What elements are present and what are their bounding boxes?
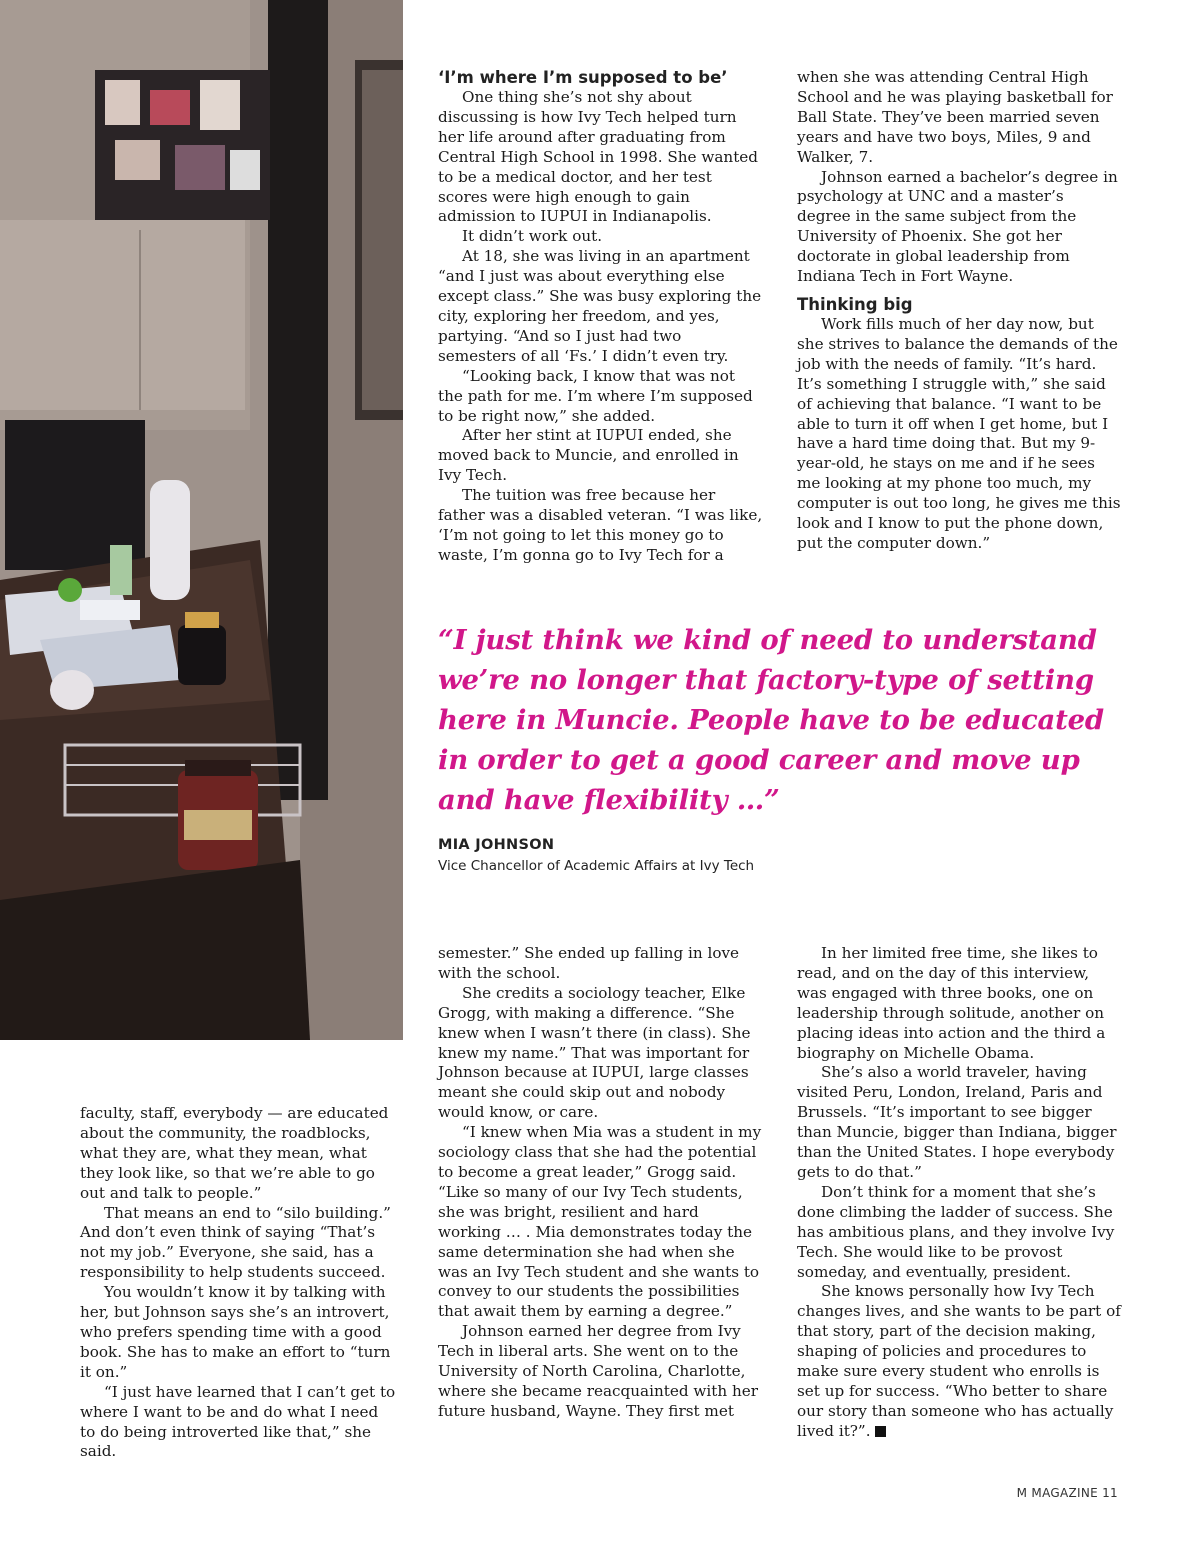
body-paragraph: The tuition was free because her father was a disabled veteran. “I was like, ‘I’m not going to let this money go to waste, I’m gonna go to Ivy Tech for a	[438, 486, 763, 564]
final-paragraph-text: She knows personally how Ivy Tech changes lives, and she wants to be part of that story, part of the decision making, shaping of policies and procedures to make sure every student who enrolls is set up for success. “Who better to share our story than someone who has actually lived it?”.	[797, 1282, 1121, 1440]
article-column-1	[438, 68, 763, 566]
body-paragraph: You wouldn’t know it by talking with her, but Johnson says she’s an introvert, who prefers spending time with a good book. She has to make an effort to “turn it on.”	[80, 1283, 391, 1381]
body-paragraph: She’s also a world traveler, having visited Peru, London, Ireland, Paris and Brussels. “It’s important to see bigger than Muncie, bigger than Indiana, bigger than the United States. I hope everybody gets to do that.”	[797, 1063, 1117, 1181]
end-of-story-mark	[875, 1426, 886, 1437]
article-column-5	[797, 944, 1122, 1442]
section-heading-thinking-big: Thinking big	[797, 294, 913, 314]
body-paragraph: One thing she’s not shy about discussing is how Ivy Tech helped turn her life around after graduating from Central High School in 1998. She wanted to be a medical doctor, and her test scores were high enough to gain admission to IUPUI in Indianapolis.	[438, 88, 759, 226]
article-column-3	[80, 1104, 398, 1462]
body-paragraph: After her stint at IUPUI ended, she moved back to Muncie, and enrolled in Ivy Tech.	[438, 426, 739, 485]
page-folio: M MAGAZINE 11	[1016, 1486, 1118, 1500]
article-column-4	[438, 944, 763, 1422]
pull-quote: “I just think we kind of need to understand we’re no longer that factory-type of setting here in Muncie. People have to be educated in order to get a good career and move up and have flexibility …”	[438, 624, 1104, 816]
body-paragraph: In her limited free time, she likes to read, and on the day of this interview, was engaged with three books, one on leadership through solitude, another on placing ideas into action and the third a biography on Michelle Obama.	[797, 944, 1106, 1062]
office-desk-illustration	[0, 0, 403, 1040]
section-heading-supposed-to-be: ‘I’m where I’m supposed to be’	[438, 68, 728, 87]
pull-quote-attribution-name: MIA JOHNSON	[438, 837, 555, 853]
body-paragraph: faculty, staff, everybody — are educated about the community, the roadblocks, what they are, what they mean, what they look like, so that we’re able to go out and talk to people.”	[80, 1104, 389, 1202]
office-desk-photo	[0, 0, 403, 1040]
body-paragraph: Work fills much of her day now, but she strives to balance the demands of the job with the needs of family. “It’s hard. It’s something I struggle with,” she said of achieving that balance. “I want to be able to turn it off when I get home, but I have a hard time doing that. But my 9-year-old, he stays on me and if he sees me looking at my phone too much, my computer is out too long, he gives me this look and I know to put the phone down, put the computer down.”	[797, 314, 1121, 552]
body-paragraph: “Looking back, I know that was not the path for me. I’m where I’m supposed to be right now,” she added.	[438, 366, 753, 425]
body-paragraph: Don’t think for a moment that she’s done climbing the ladder of success. She has ambitious plans, and they involve Ivy Tech. She would like to be provost someday, and eventually, president.	[797, 1182, 1115, 1281]
body-paragraph: when she was attending Central High School and he was playing basketball for Ball State. They’ve been married seven years and have two boys, Miles, 9 and Walker, 7.	[797, 68, 1113, 166]
body-paragraph: Johnson earned her degree from Ivy Tech in liberal arts. She went on to the University of North Carolina, Charlotte, where she became reacquainted with her future husband, Wayne. They first met	[438, 1322, 758, 1420]
body-paragraph: semester.” She ended up falling in love with the school.	[438, 944, 740, 982]
body-paragraph: Johnson earned a bachelor’s degree in psychology at UNC and a master’s degree in the same subject from the University of Phoenix. She got her doctorate in global leadership from Indiana Tech in Fort Wayne.	[797, 167, 1118, 286]
pull-quote-attribution-title: Vice Chancellor of Academic Affairs at Ivy Tech	[438, 858, 755, 874]
body-paragraph: It didn’t work out.	[462, 227, 603, 246]
body-paragraph: She credits a sociology teacher, Elke Grogg, with making a difference. “She knew when I wasn’t there (in class). She knew my name.” That was important for Johnson because at IUPUI, large classes meant she could skip out and nobody would know, or care.	[438, 983, 751, 1122]
body-paragraph	[797, 1282, 1122, 1441]
body-paragraph: That means an end to “silo building.” And don’t even think of saying “That’s not my job.” Everyone, she said, has a responsibility to help students succeed.	[80, 1203, 391, 1282]
body-paragraph: “I knew when Mia was a student in my sociology class that she had the potential to become a great leader,” Grogg said. “Like so many of our Ivy Tech students, she was bright, resilient and hard working … . Mia demonstrates today the same determination she had when she was an Ivy Tech student and she wants to convey to our students the possibilities that await them by earning a degree.”	[438, 1123, 762, 1321]
body-paragraph: “I just have learned that I can’t get to where I want to be and do what I need to do being introverted like that,” she said.	[80, 1382, 396, 1461]
body-paragraph: At 18, she was living in an apartment “and I just was about everything else except class.” She was busy exploring the city, exploring her freedom, and yes, partying. “And so I just had two semesters of all ‘Fs.’ I didn’t even try.	[438, 247, 762, 365]
article-column-2	[797, 68, 1122, 554]
